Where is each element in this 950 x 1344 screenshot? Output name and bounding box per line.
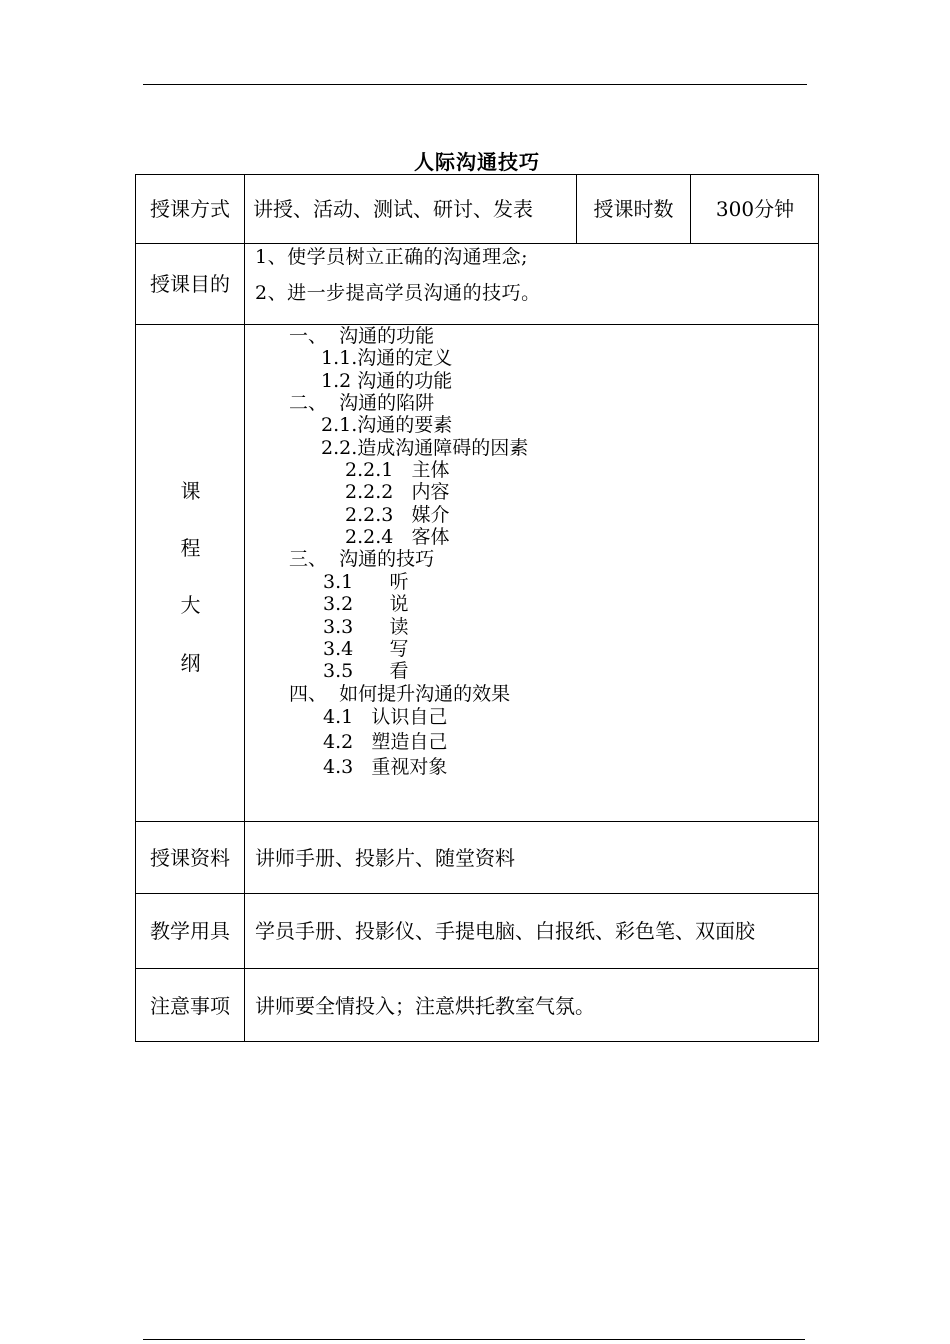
outline-subitem: 3.3 读 xyxy=(323,616,409,638)
course-table xyxy=(135,174,819,1042)
method-value: 讲授、活动、测试、研讨、发表 xyxy=(253,197,533,221)
document-title: 人际沟通技巧 xyxy=(414,150,540,174)
goals-content xyxy=(245,244,819,324)
goal-item: 2、进一步提高学员沟通的技巧。 xyxy=(255,282,541,304)
materials-value: 讲师手册、投影片、随堂资料 xyxy=(255,845,515,870)
outline-section: 二、 沟通的陷阱 xyxy=(289,392,435,414)
outline-subitem: 1.1.沟通的定义 xyxy=(321,347,453,369)
tools-label: 教学用具 xyxy=(150,919,230,943)
outline-subsubitem: 2.2.2 内容 xyxy=(345,481,450,503)
outline-label-char: 大 xyxy=(180,593,201,617)
outline-section: 三、 沟通的技巧 xyxy=(289,548,435,570)
outline-subitem: 3.1 听 xyxy=(323,571,409,593)
hours-value: 300分钟 xyxy=(715,197,795,221)
outline-subitem: 2.2.造成沟通障碍的因素 xyxy=(321,437,529,459)
outline-label-char: 纲 xyxy=(180,651,201,675)
notes-value: 讲师要全情投入；注意烘托教室气氛。 xyxy=(255,993,595,1018)
header-rule xyxy=(143,84,807,85)
method-label: 授课方式 xyxy=(150,197,230,221)
outline-label-char: 课 xyxy=(180,479,201,503)
goal-item: 1、使学员树立正确的沟通理念; xyxy=(255,246,528,268)
outline-label xyxy=(136,325,244,821)
outline-subitem: 4.3 重视对象 xyxy=(323,756,448,778)
goals-label: 授课目的 xyxy=(150,272,230,296)
hours-label: 授课时数 xyxy=(593,197,674,221)
outline-subitem: 4.2 塑造自己 xyxy=(323,731,448,753)
outline-subitem: 3.4 写 xyxy=(323,638,409,660)
outline-subitem: 1.2 沟通的功能 xyxy=(321,370,453,392)
outline-label-char: 程 xyxy=(180,536,201,560)
outline-subsubitem: 2.2.1 主体 xyxy=(345,459,450,481)
materials-label: 授课资料 xyxy=(150,845,230,870)
outline-content xyxy=(245,325,819,821)
outline-subitem: 4.1 认识自己 xyxy=(323,706,448,728)
outline-subitem: 3.5 看 xyxy=(323,660,409,682)
outline-subitem: 2.1.沟通的要素 xyxy=(321,414,453,436)
outline-section: 四、 如何提升沟通的效果 xyxy=(289,683,511,705)
outline-subitem: 3.2 说 xyxy=(323,593,409,615)
tools-value: 学员手册、投影仪、手提电脑、白报纸、彩色笔、双面胶 xyxy=(255,919,755,943)
notes-label: 注意事项 xyxy=(150,993,230,1018)
outline-subsubitem: 2.2.3 媒介 xyxy=(345,504,450,526)
outline-subsubitem: 2.2.4 客体 xyxy=(345,526,450,548)
footer-rule xyxy=(143,1339,805,1340)
outline-section: 一、 沟通的功能 xyxy=(289,325,435,347)
